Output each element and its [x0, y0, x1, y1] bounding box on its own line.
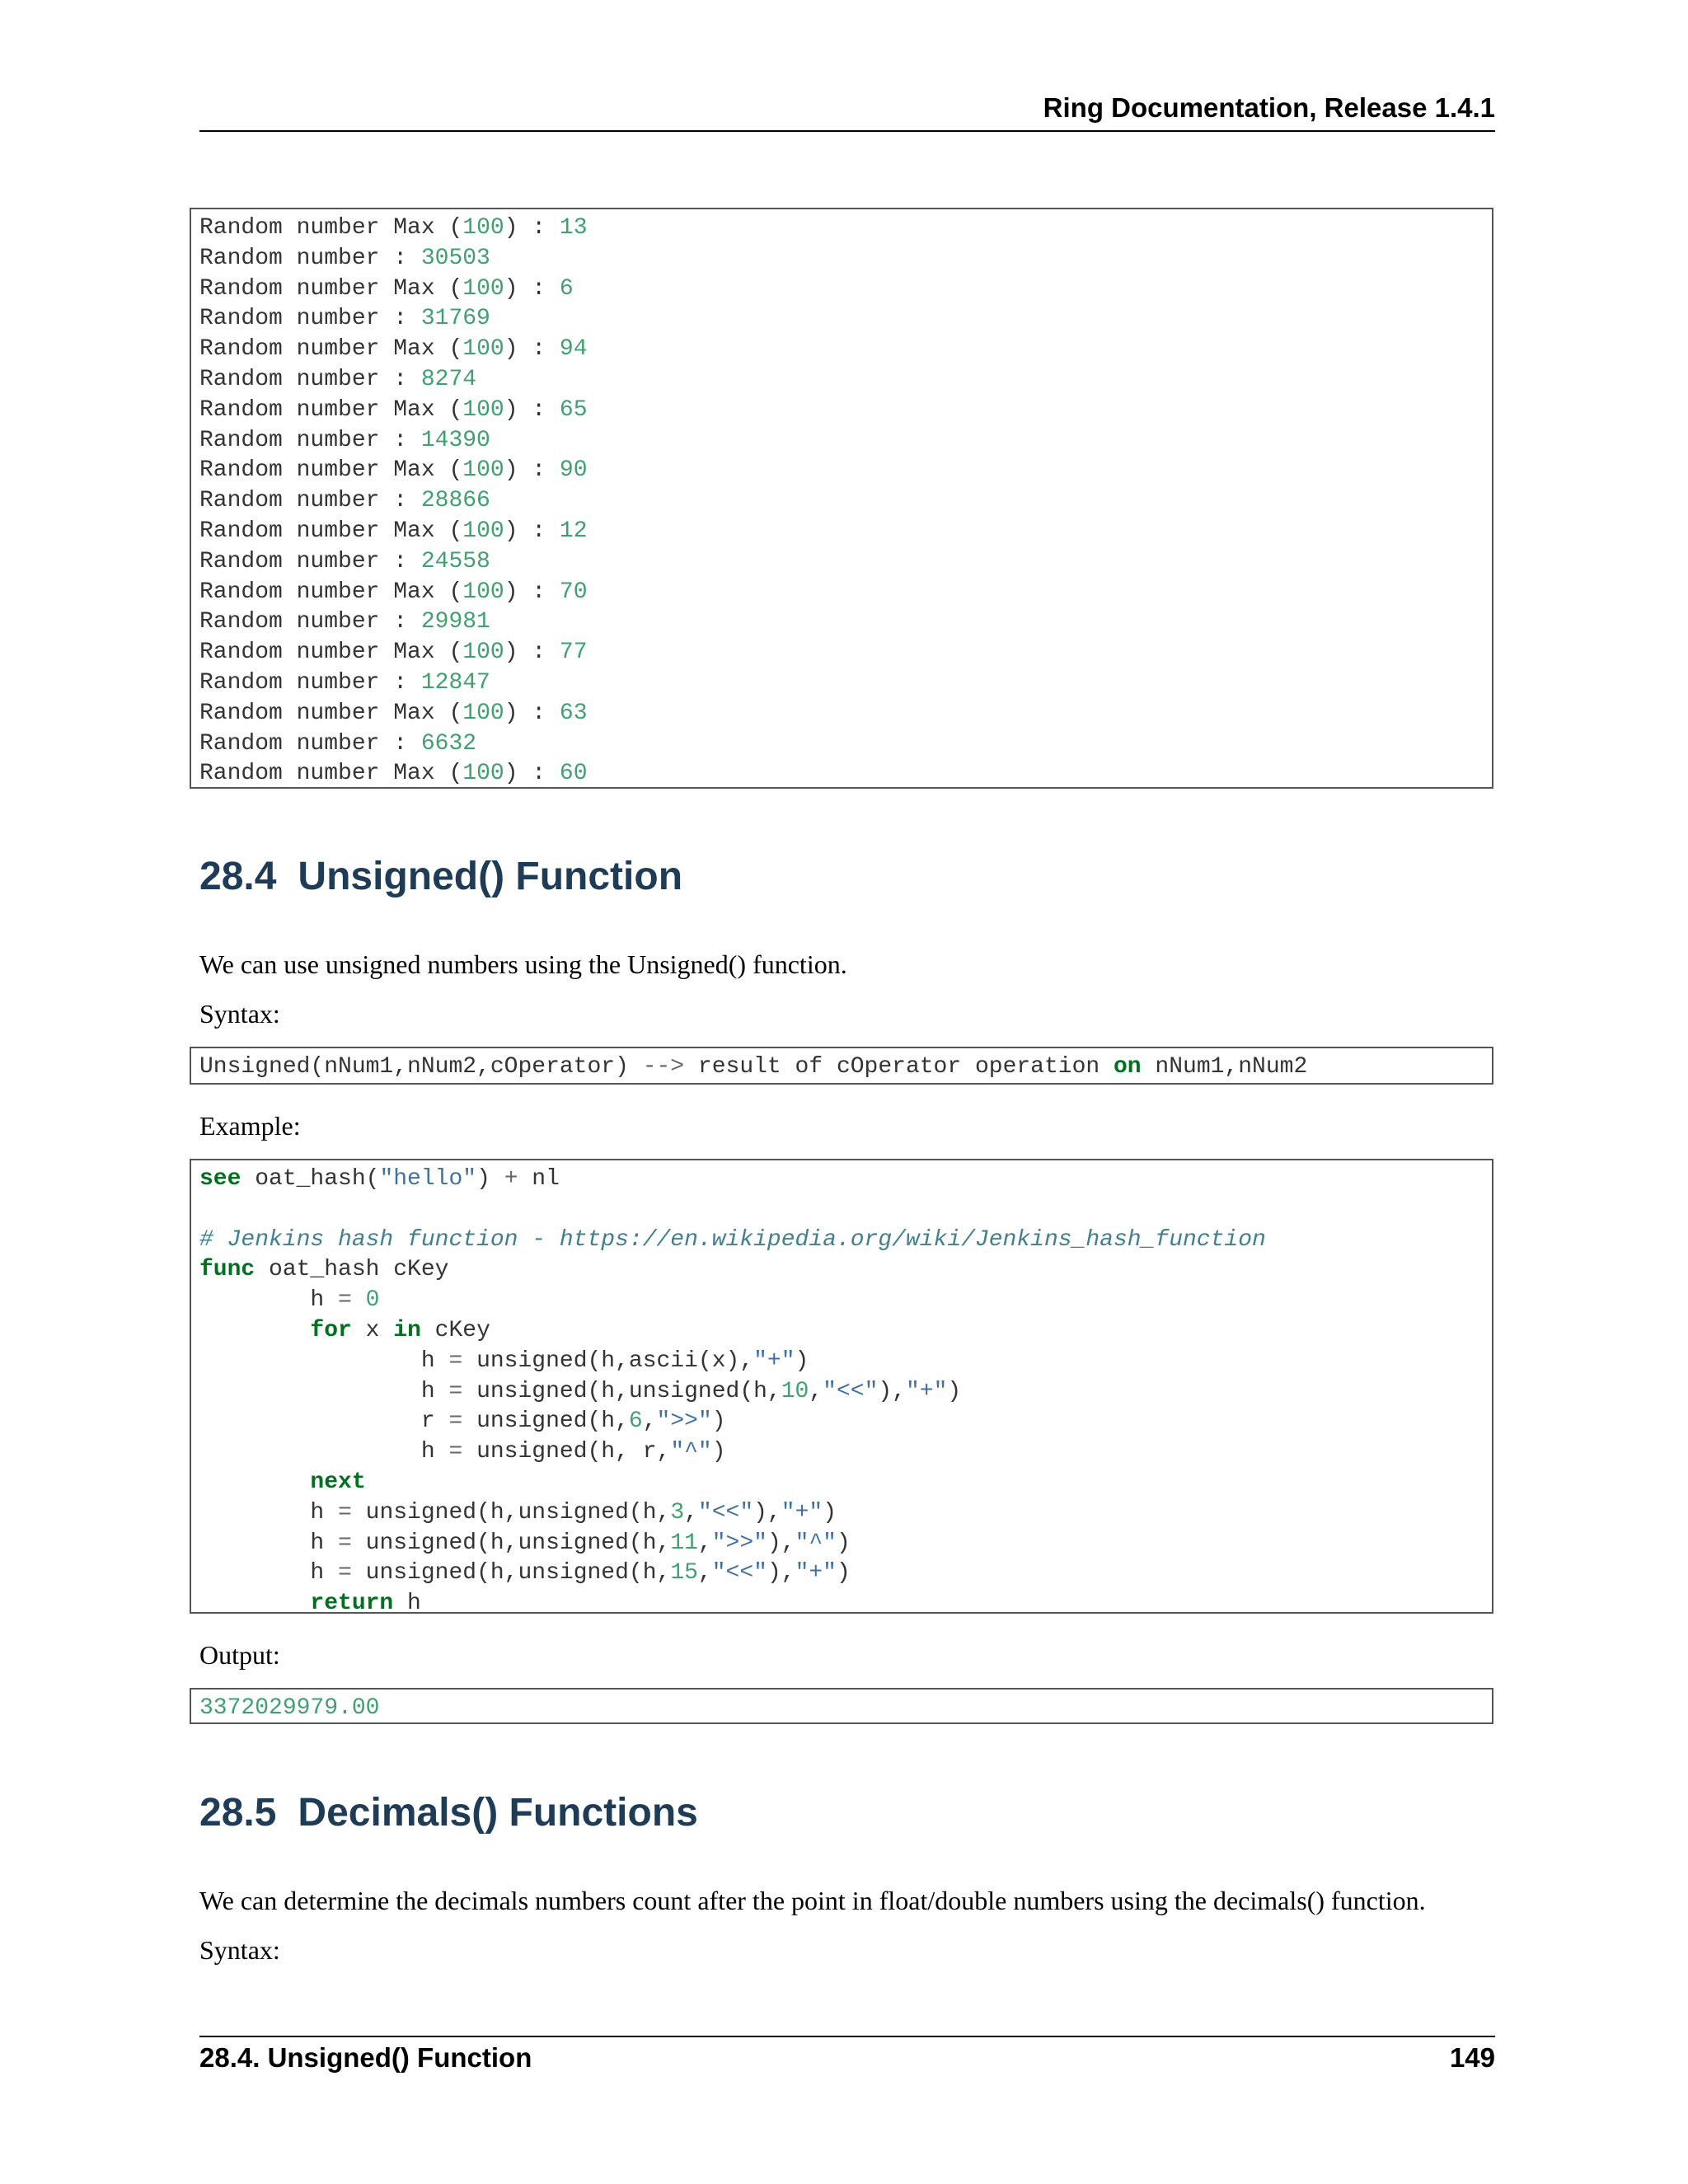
code-token: see [199, 1166, 241, 1192]
code-token: unsigned(h,unsigned(h, [462, 1378, 781, 1404]
code-token: unsigned(h,unsigned(h, [351, 1530, 671, 1556]
code-line [199, 1468, 1492, 1498]
output-line [199, 668, 1492, 699]
code-token: h [199, 1378, 449, 1404]
syntax-call: Unsigned(nNum1,nNum2,cOperator) [199, 1054, 643, 1080]
code-line [199, 1558, 1492, 1589]
code-token: "+" [781, 1499, 823, 1526]
code-token: ), [767, 1560, 795, 1586]
output-line [199, 365, 1492, 396]
output-value: 6632 [420, 730, 477, 757]
code-token: unsigned(h, [462, 1408, 629, 1435]
output-label: Random number : [199, 245, 421, 271]
output-value: 60 [559, 761, 588, 787]
code-token: , [697, 1530, 712, 1556]
code-line [199, 1347, 1492, 1377]
output-line [199, 638, 1492, 668]
output-max: 100 [462, 336, 504, 363]
code-token: "+" [753, 1347, 795, 1374]
code-line [199, 1377, 1492, 1408]
output-separator: ) : [504, 700, 560, 726]
code-line [199, 1165, 1492, 1195]
output-max: 100 [462, 275, 504, 302]
code-token: x [351, 1317, 394, 1343]
output-label: Random number : [199, 427, 421, 453]
output-separator: ) : [504, 761, 560, 787]
code-token: = [448, 1439, 463, 1465]
section-number: 28.4 [199, 855, 277, 898]
code-token: ) [476, 1166, 504, 1192]
code-token: "<<" [697, 1499, 754, 1526]
code-token: "^" [795, 1530, 837, 1556]
code-token: ), [753, 1499, 781, 1526]
decimals-intro: We can determine the decimals numbers count after the point in float/double numbers using the decimals() function. [199, 1886, 1426, 1915]
output-max: 100 [462, 215, 504, 241]
code-token: # Jenkins hash function - https://en.wikipedia.org/wiki/Jenkins_hash_function [199, 1226, 1266, 1253]
document-page [199, 0, 1495, 2184]
unsigned-example-code [190, 1159, 1493, 1617]
output-separator: ) : [504, 275, 560, 302]
code-token: ">>" [656, 1408, 712, 1435]
code-token: 3 [670, 1499, 685, 1526]
code-token: 6 [628, 1408, 643, 1435]
output-value: 14390 [420, 427, 490, 453]
output-value: 70 [559, 579, 588, 605]
code-token: h [199, 1287, 339, 1314]
code-token: "+" [905, 1378, 948, 1404]
code-token: h [199, 1530, 339, 1556]
output-value: 3372029979.00 [199, 1695, 380, 1721]
output-value: 12847 [420, 669, 490, 696]
code-token: = [448, 1378, 463, 1404]
section-heading: Unsigned() Function [298, 855, 683, 898]
output-value: 8274 [420, 366, 477, 392]
code-token: = [448, 1347, 463, 1374]
code-token: ) [836, 1530, 851, 1556]
code-token: next [310, 1469, 366, 1495]
code-token: ) [947, 1378, 962, 1404]
output-value: 29981 [420, 609, 490, 635]
output-value: 24558 [420, 548, 490, 574]
output-separator: ) : [504, 457, 560, 484]
unsigned-output-label: Output: [199, 1640, 280, 1670]
code-token: 11 [670, 1530, 698, 1556]
code-token: 15 [670, 1560, 698, 1586]
code-token [199, 1469, 310, 1495]
unsigned-syntax-block [190, 1047, 1493, 1085]
code-token: = [448, 1408, 463, 1435]
output-separator: ) : [504, 640, 560, 666]
output-label: Random number : [199, 609, 421, 635]
output-separator: ) : [504, 579, 560, 605]
code-token: for [310, 1317, 352, 1343]
code-token: h [199, 1439, 449, 1465]
output-max: 100 [462, 457, 504, 484]
code-token: 0 [365, 1287, 380, 1314]
code-token: "+" [795, 1560, 837, 1586]
code-line [199, 1529, 1492, 1559]
output-value: 13 [559, 215, 588, 241]
section-title-decimals [199, 1790, 698, 1835]
unsigned-intro: We can use unsigned numbers using the Unsigned() function. [199, 949, 847, 979]
output-line [199, 486, 1492, 517]
output-line [199, 759, 1492, 790]
code-token: , [809, 1378, 823, 1404]
code-line [199, 1589, 1492, 1619]
output-line [199, 547, 1492, 578]
output-line [199, 244, 1492, 274]
code-token: unsigned(h,ascii(x), [462, 1347, 754, 1374]
code-token: ), [767, 1530, 795, 1556]
output-separator: ) : [504, 396, 560, 423]
code-token: unsigned(h, r, [462, 1439, 671, 1465]
decimals-syntax-label: Syntax: [199, 1935, 280, 1965]
output-label: Random number Max ( [199, 457, 463, 484]
output-label: Random number Max ( [199, 518, 463, 544]
output-label: Random number : [199, 366, 421, 392]
output-separator: ) : [504, 336, 560, 363]
code-token: h [199, 1560, 339, 1586]
output-label: Random number : [199, 548, 421, 574]
section-heading: Decimals() Functions [298, 1791, 698, 1835]
code-token: "<<" [711, 1560, 767, 1586]
code-token: h [199, 1347, 449, 1374]
output-max: 100 [462, 518, 504, 544]
code-token [199, 1591, 310, 1616]
output-line [199, 396, 1492, 426]
footer-rule [199, 2036, 1495, 2037]
output-label: Random number Max ( [199, 336, 463, 363]
code-line [199, 1255, 1492, 1286]
syntax-mid: result of cOperator operation [684, 1054, 1114, 1080]
output-label: Random number Max ( [199, 640, 463, 666]
output-line [199, 426, 1492, 457]
output-value: 90 [559, 457, 588, 484]
code-token: in [393, 1317, 421, 1343]
code-token: "<<" [823, 1378, 879, 1404]
output-max: 100 [462, 761, 504, 787]
output-value: 31769 [420, 306, 490, 332]
code-token: ">>" [711, 1530, 767, 1556]
running-header: Ring Documentation, Release 1.4.1 [1043, 92, 1495, 123]
syntax-tail: nNum1,nNum2 [1141, 1054, 1308, 1080]
output-label: Random number Max ( [199, 396, 463, 423]
output-label: Random number : [199, 306, 421, 332]
code-token: = [338, 1560, 352, 1586]
header-rule [199, 130, 1495, 132]
code-line [199, 1286, 1492, 1316]
code-token: r [199, 1408, 449, 1435]
output-label: Random number : [199, 730, 421, 757]
code-line [199, 1195, 1492, 1226]
code-line [199, 1407, 1492, 1437]
code-token: = [338, 1287, 352, 1314]
output-value: 63 [559, 700, 588, 726]
code-token: func [199, 1257, 256, 1283]
syntax-arrow: --> [642, 1054, 685, 1080]
output-separator: ) : [504, 215, 560, 241]
output-value: 28866 [420, 488, 490, 514]
output-line [199, 699, 1492, 729]
code-token: nl [518, 1166, 560, 1192]
code-token: ), [878, 1378, 906, 1404]
output-label: Random number Max ( [199, 700, 463, 726]
output-value: 77 [559, 640, 588, 666]
unsigned-example-label: Example: [199, 1111, 301, 1141]
output-max: 100 [462, 396, 504, 423]
output-value: 65 [559, 396, 588, 423]
code-token: 10 [781, 1378, 809, 1404]
code-line [199, 1226, 1492, 1256]
code-line [199, 1316, 1492, 1347]
output-line [199, 304, 1492, 335]
code-token: ) [823, 1499, 837, 1526]
output-line [199, 335, 1492, 365]
output-label: Random number : [199, 488, 421, 514]
output-line [199, 274, 1492, 305]
output-line [199, 607, 1492, 638]
code-token: ) [711, 1439, 726, 1465]
code-token: oat_hash( [241, 1166, 380, 1192]
code-token: h [393, 1591, 421, 1617]
output-value: 12 [559, 518, 588, 544]
output-label: Random number Max ( [199, 215, 463, 241]
output-value: 6 [559, 275, 574, 302]
code-token: , [642, 1408, 657, 1435]
output-separator: ) : [504, 518, 560, 544]
output-max: 100 [462, 579, 504, 605]
code-token: oat_hash cKey [255, 1257, 449, 1283]
output-line [199, 578, 1492, 608]
output-line [199, 729, 1492, 760]
footer-section: 28.4. Unsigned() Function [199, 2042, 532, 2073]
output-line [199, 456, 1492, 486]
code-token [352, 1287, 366, 1313]
code-token: , [697, 1560, 712, 1586]
output-value: 30503 [420, 245, 490, 271]
code-line [199, 1437, 1492, 1468]
code-token: "^" [670, 1439, 712, 1465]
output-label: Random number Max ( [199, 579, 463, 605]
output-line [199, 517, 1492, 547]
code-line [199, 1498, 1492, 1529]
code-token: h [199, 1499, 339, 1526]
code-token: "hello" [379, 1166, 477, 1192]
output-value: 94 [559, 336, 588, 363]
section-number: 28.5 [199, 1791, 277, 1835]
unsigned-output-block [190, 1688, 1493, 1724]
code-token: ) [836, 1560, 851, 1586]
output-max: 100 [462, 700, 504, 726]
code-token: ) [795, 1347, 809, 1374]
syntax-keyword: on [1114, 1054, 1142, 1080]
code-token: cKey [420, 1317, 490, 1343]
unsigned-syntax-label: Syntax: [199, 999, 280, 1029]
section-title-unsigned [199, 854, 682, 899]
code-token: ) [711, 1408, 726, 1435]
code-token: unsigned(h,unsigned(h, [351, 1560, 671, 1586]
code-token [199, 1318, 310, 1343]
code-token: = [338, 1499, 352, 1526]
page-number: 149 [1449, 2042, 1495, 2073]
code-token: = [338, 1530, 352, 1556]
output-max: 100 [462, 640, 504, 666]
code-token: unsigned(h,unsigned(h, [351, 1499, 671, 1526]
random-output-block [190, 208, 1493, 789]
output-label: Random number Max ( [199, 761, 463, 787]
output-label: Random number : [199, 669, 421, 696]
code-token: , [684, 1499, 698, 1526]
output-line [199, 213, 1492, 244]
code-token: + [504, 1166, 518, 1192]
output-label: Random number Max ( [199, 275, 463, 302]
code-token: return [310, 1591, 394, 1617]
